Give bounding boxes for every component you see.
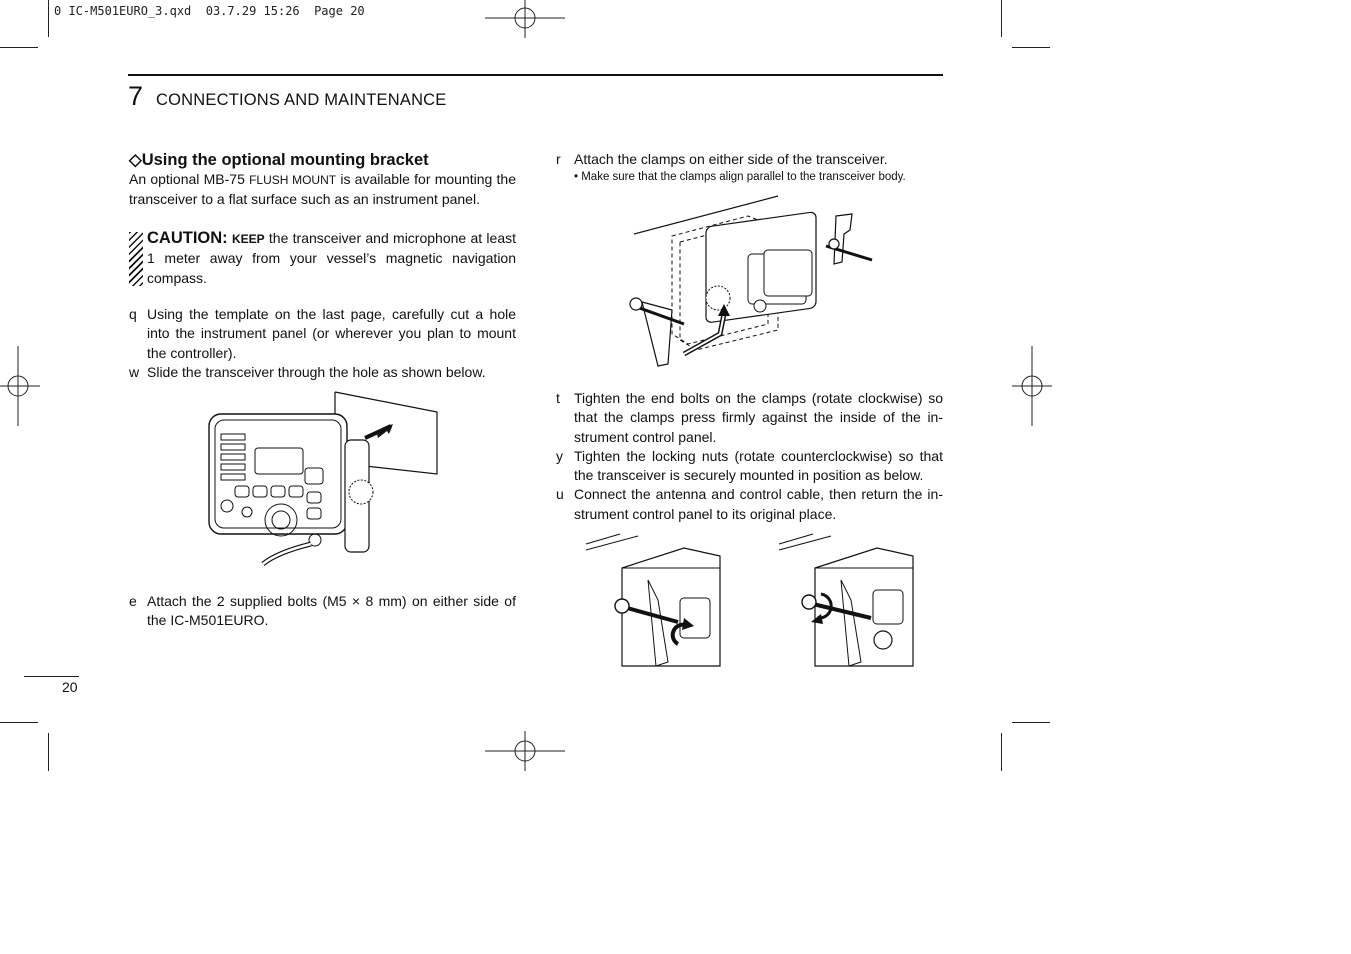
step-4 [556, 150, 943, 169]
caution-block [129, 229, 516, 288]
crop-mark [1012, 722, 1050, 723]
caution-hatch [129, 232, 143, 286]
crop-mark [1001, 0, 1002, 37]
illustration-tighten-bolts [584, 530, 724, 670]
step-text: Connect the antenna and control cable, then return the in-strument control panel to its original place. [574, 486, 943, 522]
step-number: q [129, 306, 137, 322]
step-text: Tighten the locking nuts (rotate counterclockwise) so that the transceiver is securely mounted in position as below. [574, 447, 943, 484]
section-intro [129, 170, 516, 210]
step-4-note: • Make sure that the clamps align parallel to the transceiver body. [574, 171, 906, 184]
crop-mark [1001, 733, 1002, 771]
step-text: Using the template on the last page, carefully cut a hole into the instrument panel (or wherever you plan to mount the controller). [147, 306, 516, 361]
crop-mark [48, 0, 49, 37]
caution-text: the transceiver and microphone at least 1 meter away from your vessel’s magnetic navigation compass. [147, 230, 516, 286]
step-number: y [556, 447, 563, 464]
steps-5-7 [556, 389, 943, 524]
illustration-tighten-nuts [777, 530, 917, 670]
page-number: 20 [62, 679, 78, 695]
crop-mark [1012, 47, 1050, 48]
intro-text: is available for mounting the transceiver to a flat surface such as an instrument panel. [129, 171, 517, 208]
step-5 [556, 389, 943, 447]
step-text: Tighten the end bolts on the clamps (rotate clockwise) so that the clamps press firmly against the inside of the in-strument control panel. [574, 390, 943, 445]
crop-mark [0, 722, 38, 723]
step-number: r [556, 151, 561, 167]
step-7 [556, 485, 943, 524]
header-rule [128, 74, 943, 76]
section-heading: ◇Using the optional mounting bracket [129, 151, 429, 169]
flush-mount-label: FLUSH MOUNT [249, 173, 337, 187]
step-6 [556, 447, 943, 486]
crop-mark [48, 733, 49, 771]
illustration-slide-transceiver [205, 388, 445, 568]
caution-label: CAUTION: [147, 229, 228, 247]
registration-mark-top [485, 0, 565, 40]
step-number: t [556, 390, 560, 406]
registration-mark-left [0, 346, 40, 426]
step-3-block [129, 592, 516, 631]
steps-1-2 [129, 305, 516, 382]
illustration-attach-clamps [628, 194, 878, 369]
step-1 [129, 305, 516, 363]
step-text: Slide the transceiver through the hole as shown below. [147, 363, 486, 380]
registration-mark-right [1012, 346, 1052, 426]
step-number: u [556, 486, 564, 503]
step-2 [129, 363, 516, 382]
file-slug: 0 IC-M501EURO_3.qxd 03.7.29 15:26 Page 20 [54, 4, 365, 18]
chapter-number: 7 [128, 81, 144, 111]
step-text: Attach the 2 supplied bolts (M5 × 8 mm) on either side of the IC-M501EURO. [147, 593, 516, 629]
step-3 [129, 592, 516, 631]
step-text: Attach the clamps on either side of the transceiver. [574, 151, 888, 167]
caution-keep: KEEP [231, 232, 265, 246]
crop-mark [0, 47, 38, 48]
intro-text: An optional MB-75 [129, 171, 250, 187]
page-number-rule [24, 676, 79, 677]
step-4-block [556, 150, 943, 186]
step-number: e [129, 593, 137, 609]
registration-mark-bottom [485, 731, 565, 771]
chapter-title: CONNECTIONS AND MAINTENANCE [156, 91, 447, 109]
section-block [129, 150, 516, 210]
step-number: w [129, 363, 140, 380]
